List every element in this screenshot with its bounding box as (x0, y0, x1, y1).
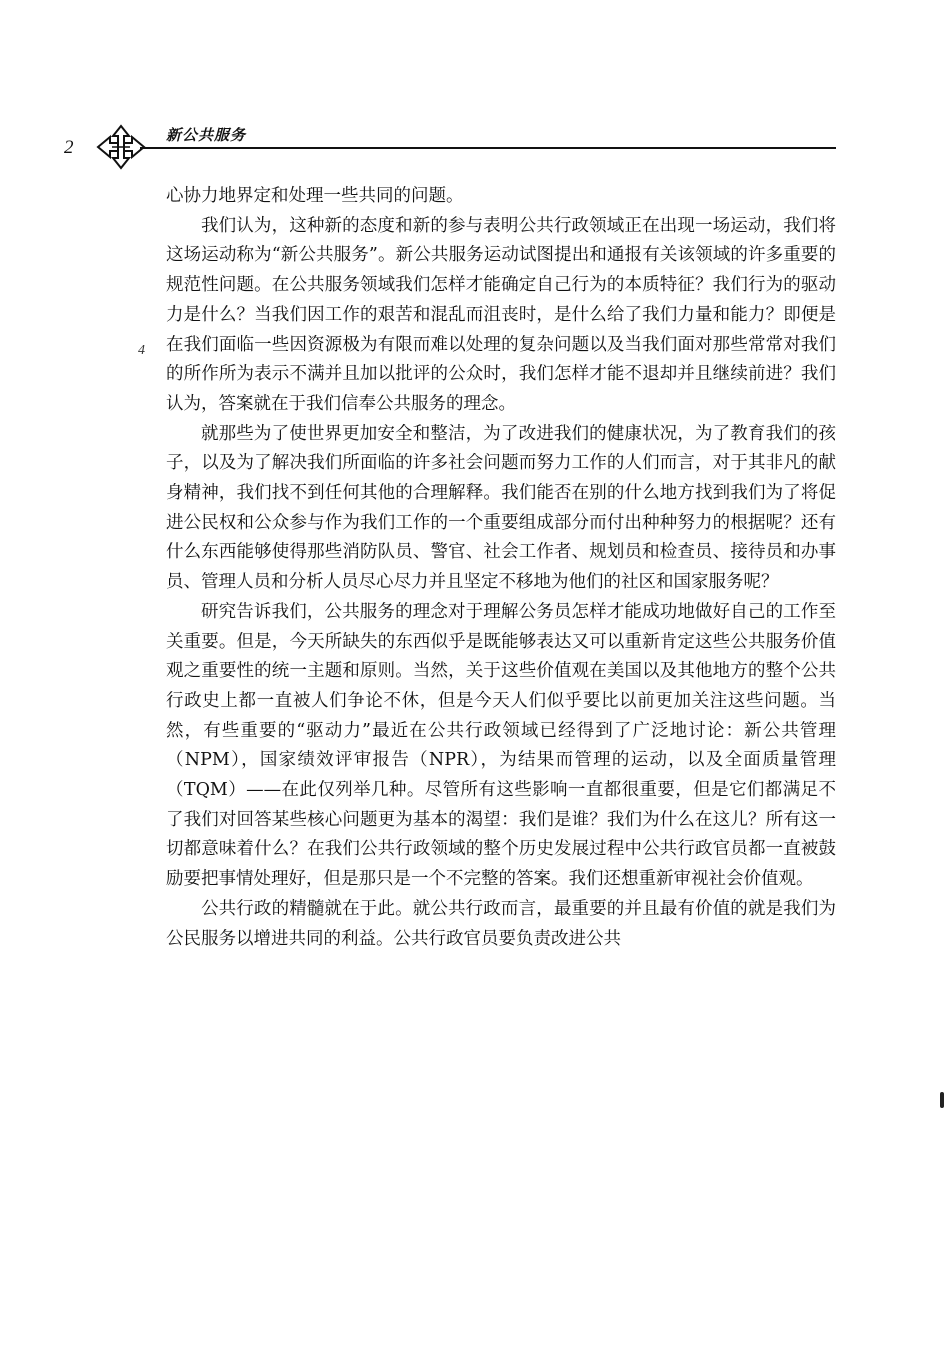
paragraph: 就那些为了使世界更加安全和整洁，为了改进我们的健康状况，为了教育我们的孩子，以及为了解决我们所面临的许多社会问题而努力工作的人们而言，对于其非凡的献身精神，我们找不到任何其他的合理解释。我们能否在别的什么地方找到我们为了将促进公民权和公众参与作为我们工作的一个重要组成部分而付出种种努力的根据呢？还有什么东西能够使得那些消防队员、警官、社会工作者、规划员和检查员、接待员和办事员、管理人员和分析人员尽心尽力并且坚定不移地为他们的社区和国家服务呢？ (166, 423, 836, 593)
header-rule (140, 147, 836, 149)
paragraph: 心协力地界定和处理一些共同的问题。 (166, 186, 464, 206)
margin-note: 4 (138, 343, 145, 358)
paragraph: 公共行政的精髓就在于此。就公共行政而言，最重要的并且最有价值的就是我们为公民服务以增进共同的利益。公共行政官员要负责改进公共 (166, 898, 836, 949)
paragraph: 我们认为，这种新的态度和新的参与表明公共行政领域正在出现一场运动，我们将这场运动称为“新公共服务”。新公共服务运动试图提出和通报有关该领域的许多重要的规范性问题。在公共服务领域我们怎样才能确定自己行为的本质特征？我们行为的驱动力是什么？当我们因工作的艰苦和混乱而沮丧时，是什么给了我们力量和能力？即便是在我们面临一些因资源极为有限而难以处理的复杂问题以及当我们面对那些常常对我们的所作所为表示不满并且加以批评的公众时，我们怎样才能不退却并且继续前进？我们认为，答案就在于我们信奉公共服务的理念。 (166, 215, 836, 414)
page-number: 2 (64, 137, 74, 158)
scan-edge-mark (940, 1092, 944, 1108)
paragraph: 研究告诉我们，公共服务的理念对于理解公务员怎样才能成功地做好自己的工作至关重要。但是，今天所缺失的东西似乎是既能够表达又可以重新肯定这些公共服务价值观之重要性的统一主题和原则。当然，关于这些价值观在美国以及其他地方的整个公共行政史上都一直被人们争论不休，但是今天人们似乎要比以前更加关注这些问题。当然，有些重要的“驱动力”最近在公共行政领域已经得到了广泛地讨论：新公共管理（NPM），国家绩效评审报告（NPR），为结果而管理的运动，以及全面质量管理（TQM）——在此仅列举几种。尽管所有这些影响一直都很重要，但是它们都满足不了我们对回答某些核心问题更为基本的渴望：我们是谁？我们为什么在这儿？所有这一切都意味着什么？在我们公共行政领域的整个历史发展过程中公共行政官员都一直被鼓励要把事情处理好，但是那只是一个不完整的答案。我们还想重新审视社会价值观。 (166, 601, 836, 890)
body-text (166, 182, 836, 954)
running-title: 新公共服务 (166, 126, 247, 144)
double-arrow-ornament-icon (96, 124, 146, 170)
